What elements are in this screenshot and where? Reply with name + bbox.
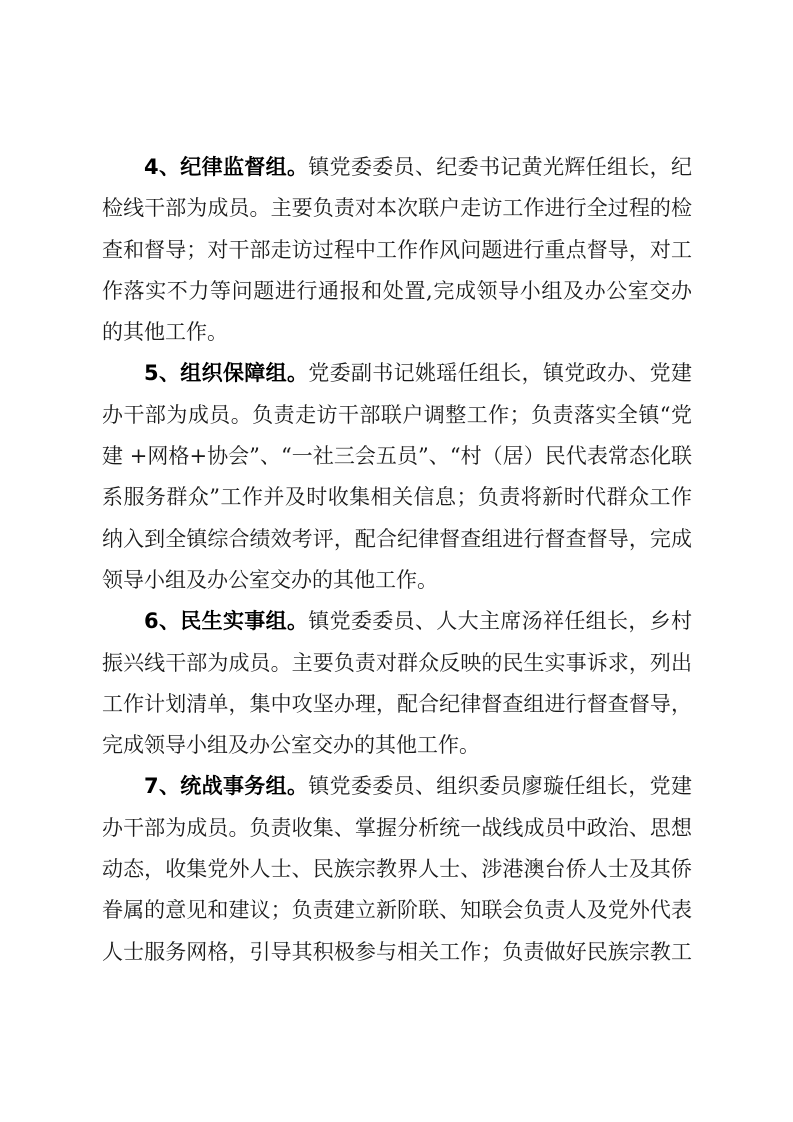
section-discipline-supervision: [102, 147, 692, 353]
section-livelihood-affairs: [102, 601, 692, 766]
section-text: 镇党委委员、纪委书记黄光辉任组长，纪: [308, 155, 692, 179]
section-heading: 7、统战事务组。: [144, 774, 309, 799]
paragraph-line: 的其他工作。: [102, 320, 228, 345]
section-heading: 4、纪律监督组。: [144, 155, 309, 179]
paragraph-line: 检线干部为成员。主要负责对本次联户走访工作进行全过程的检: [102, 196, 692, 221]
paragraph-line: 动态，收集党外人士、民族宗教界人士、涉港澳台侨人士及其侨: [102, 857, 692, 882]
paragraph-line: [102, 353, 692, 394]
paragraph-line: [102, 601, 692, 642]
paragraph-line: [102, 147, 692, 188]
section-heading: 5、组织保障组。: [144, 361, 309, 386]
paragraph-line: 工作计划清单，集中攻坚办理，配合纪律督查组进行督查督导，: [102, 691, 692, 716]
section-text: 镇党委委员、组织委员廖璇任组长，党建: [308, 774, 692, 799]
paragraph-line: 人士服务网格，引导其积极参与相关工作；负责做好民族宗教工: [102, 939, 692, 964]
paragraph-line: [102, 766, 692, 807]
paragraph-line: 纳入到全镇综合绩效考评，配合纪律督查组进行督查督导，完成: [102, 526, 692, 551]
paragraph-line: 建 +网格+协会”、“一社三会五员”、“村（居）民代表常态化联: [102, 444, 692, 469]
section-heading: 6、民生实事组。: [144, 609, 309, 634]
paragraph-line: 眷属的意见和建议；负责建立新阶联、知联会负责人及党外代表: [102, 898, 692, 923]
paragraph-line: 办干部为成员。负责走访干部联户调整工作；负责落实全镇“党: [102, 402, 692, 427]
section-organization-support: [102, 353, 692, 601]
section-text: 镇党委委员、人大主席汤祥任组长，乡村: [308, 609, 692, 634]
document-body: [102, 147, 692, 973]
paragraph-line: 领导小组及办公室交办的其他工作。: [102, 567, 438, 592]
paragraph-line: 振兴线干部为成员。主要负责对群众反映的民生实事诉求，列出: [102, 650, 692, 675]
paragraph-line: 系服务群众”工作并及时收集相关信息；负责将新时代群众工作: [102, 485, 692, 510]
section-text: 党委副书记姚瑶任组长，镇党政办、党建: [308, 361, 692, 386]
paragraph-line: 作落实不力等问题进行通报和处置,完成领导小组及办公室交办: [102, 278, 692, 303]
paragraph-line: 查和督导；对干部走访过程中工作作风问题进行重点督导，对工: [102, 237, 692, 262]
paragraph-line: 办干部为成员。负责收集、掌握分析统一战线成员中政治、思想: [102, 815, 692, 840]
section-united-front: [102, 766, 692, 972]
paragraph-line: 完成领导小组及办公室交办的其他工作。: [102, 733, 480, 758]
